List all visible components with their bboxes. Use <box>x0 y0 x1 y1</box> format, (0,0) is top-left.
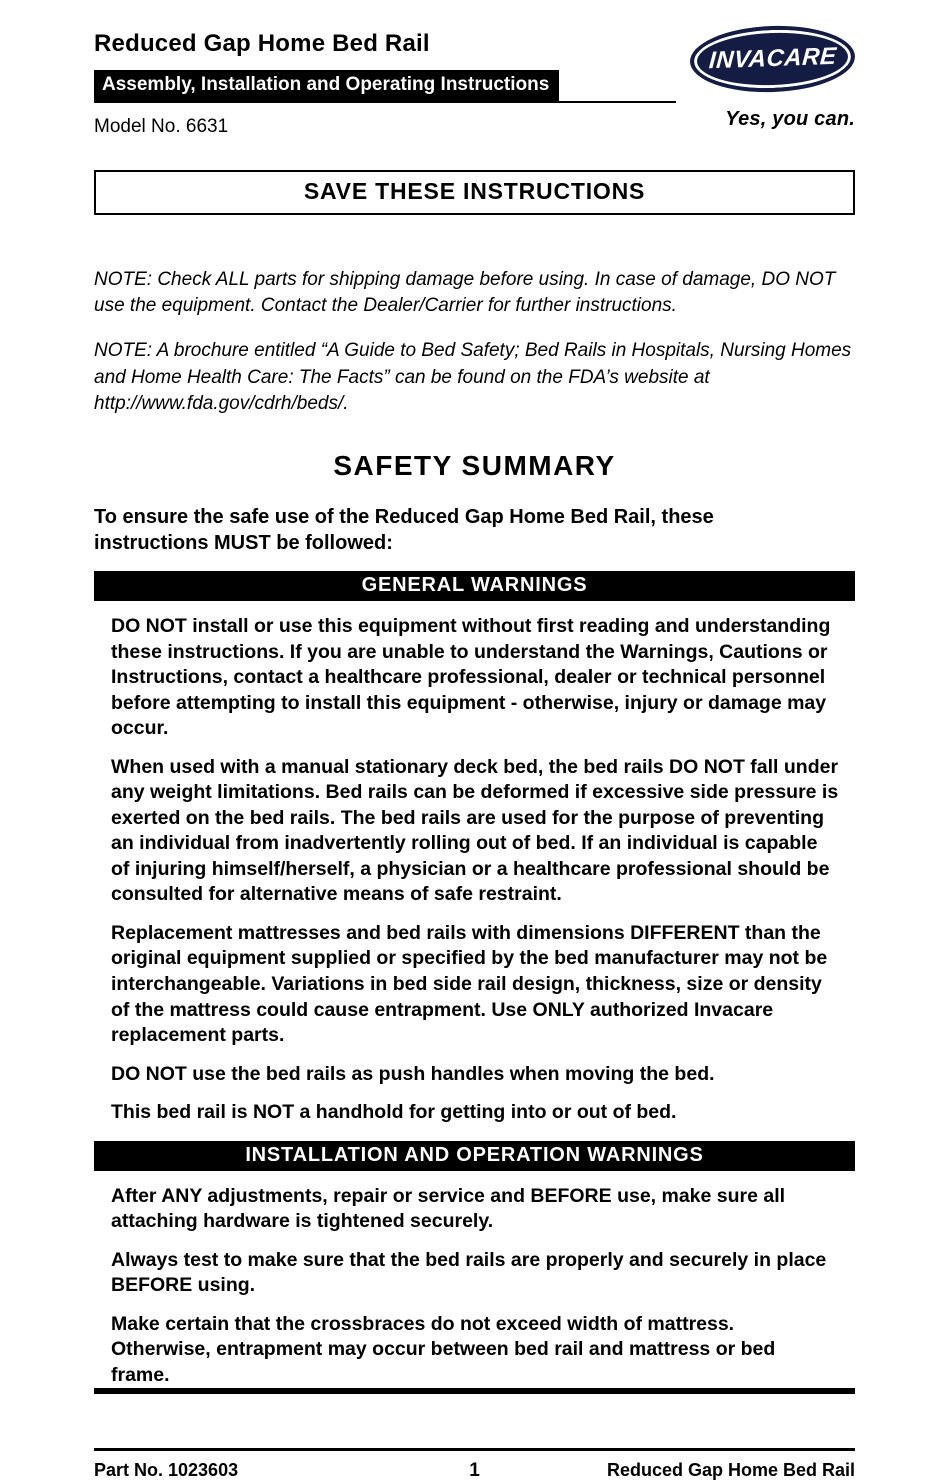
subtitle-row <box>94 70 676 103</box>
subtitle-bar: Assembly, Installation and Operating Instructions <box>94 70 559 101</box>
save-instructions-box: SAVE THESE INSTRUCTIONS <box>94 170 855 215</box>
notes-block <box>94 267 855 436</box>
safety-intro: To ensure the safe use of the Reduced Gap Home Bed Rail, these instructions MUST be followed: <box>94 506 714 555</box>
page-footer <box>94 1388 855 1482</box>
page-title: Reduced Gap Home Bed Rail <box>94 30 430 57</box>
warning-paragraph: DO NOT use the bed rails as push handles when moving the bed. <box>111 1062 715 1085</box>
logo-tagline: Yes, you can. <box>725 108 855 130</box>
header-right <box>683 26 855 131</box>
section-heading-general-warnings: GENERAL WARNINGS <box>94 571 855 601</box>
warning-paragraph: Replacement mattresses and bed rails with dimensions DIFFERENT than the original equipment supplied or specified by the bed manufacturer may not be interchangeable. Variations in bed side rail design, thickness, size or density of the mattress could cause entrapment. Use ONLY authorized Invacare replacement parts. <box>111 921 828 1047</box>
invacare-logo-text: INVACARE <box>707 42 838 75</box>
header-left <box>94 26 683 138</box>
footer-row <box>94 1451 855 1482</box>
footer-page-number: 1 <box>469 1460 480 1482</box>
footer-part-number: Part No. 1023603 <box>94 1460 239 1481</box>
warning-paragraph: After ANY adjustments, repair or service and BEFORE use, make sure all attaching hardware is tightened securely. <box>111 1184 786 1233</box>
model-number: Model No. 6631 <box>94 116 229 137</box>
footer-rule-thick <box>94 1388 855 1394</box>
warning-paragraph: DO NOT install or use this equipment without first reading and understanding these instructions. If you are unable to understand the Warnings, Cautions or Instructions, contact a healthcare professional, dealer or technical personnel before attempting to install this equipment - otherwise, injury or damage may occur. <box>111 615 831 740</box>
note-shipping-damage: NOTE: Check ALL parts for shipping damage before using. In case of damage, DO NOT use the equipment. Contact the Dealer/Carrier for further instructions. <box>94 269 836 317</box>
warning-paragraph: Always test to make sure that the bed rails are properly and securely in place BEFORE using. <box>111 1248 827 1297</box>
note-fda-brochure: NOTE: A brochure entitled “A Guide to Bed Safety; Bed Rails in Hospitals, Nursing Homes and Home Health Care: The Facts” can be found on the FDA’s website at http://www.fda.gov/cdrh/beds/. <box>94 340 852 414</box>
warning-paragraph: This bed rail is NOT a handhold for getting into or out of bed. <box>111 1101 677 1124</box>
section-heading-installation-warnings: INSTALLATION AND OPERATION WARNINGS <box>94 1141 855 1171</box>
footer-doc-title: Reduced Gap Home Bed Rail <box>606 1460 856 1481</box>
warning-paragraph: Make certain that the crossbraces do not exceed width of mattress. Otherwise, entrapment may occur between bed rail and mattress or bed frame. <box>111 1312 776 1386</box>
invacare-logo <box>689 23 856 95</box>
safety-summary-title: SAFETY SUMMARY <box>333 450 616 482</box>
page-header <box>94 26 855 138</box>
warning-paragraph: When used with a manual stationary deck bed, the bed rails DO NOT fall under any weight limitations. Bed rails can be deformed if excessive side pressure is exerted on the bed rails. The bed rails are used for the purpose of preventing an individual from inadvertently rolling out of bed. If an individual is capable of injuring himself/herself, a physician or a healthcare professional should be consulted for alternative means of safe restraint. <box>111 755 839 906</box>
